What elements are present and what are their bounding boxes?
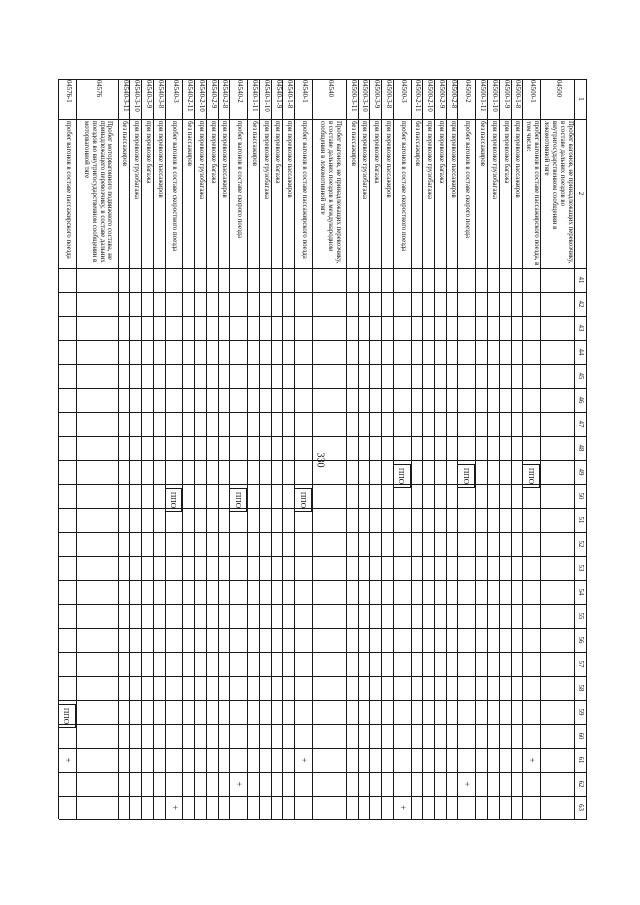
column-divider — [59, 268, 587, 269]
row-description: при перевозке грузобагажа — [426, 121, 434, 200]
row-description: при перевозке пассажиров — [514, 121, 522, 198]
row-description: при перевозке грузобагажа — [133, 121, 141, 200]
column-header: 2 — [577, 191, 585, 196]
row-description: при перевозке пассажиров — [384, 121, 392, 198]
column-header: 48 — [577, 444, 585, 452]
row-description: пробег вагонов в составе скорого поезда — [236, 121, 244, 239]
row-code: 04500-2-11 — [414, 80, 422, 112]
row-description: при перевозке багажа — [373, 121, 381, 184]
ppo-mark: ППО — [393, 464, 411, 488]
row-description: пробег вагонов в составе пассажирского поезда — [300, 121, 308, 259]
column-header: 44 — [577, 348, 585, 356]
plus-mark: + — [397, 804, 408, 811]
row-code: 04540-3 — [171, 80, 179, 103]
column-header: 62 — [577, 780, 585, 788]
row-code: 04500 — [555, 80, 563, 97]
column-header: 42 — [577, 300, 585, 308]
row-code: 04540-1-8 — [286, 80, 294, 109]
column-header: 50 — [577, 492, 585, 500]
row-code: 04500-1 — [529, 80, 537, 103]
ppo-mark: ППО — [165, 488, 183, 512]
plus-mark: + — [462, 781, 473, 787]
column-divider — [59, 724, 587, 725]
plus-mark: + — [169, 804, 180, 811]
column-header: 57 — [577, 660, 585, 668]
row-code: 04500-3-10 — [361, 80, 369, 112]
row-code: 04500-2-10 — [426, 80, 434, 112]
row-code: 04540-1 — [301, 80, 309, 103]
column-divider — [59, 556, 587, 557]
row-description: пробег вагонов в составе пассажирского поезда, в том числе: — [525, 121, 541, 266]
plus-mark: + — [62, 757, 73, 763]
row-code: 04576-1 — [64, 80, 72, 103]
row-code: 04540-2-11 — [186, 80, 194, 112]
column-header: 53 — [577, 564, 585, 572]
row-description: без пассажиров — [349, 121, 357, 166]
column-header: 45 — [577, 372, 585, 380]
column-divider — [59, 819, 587, 820]
column-header: 58 — [577, 684, 585, 692]
row-code: 04500-3-11 — [349, 80, 357, 112]
row-code: 04500-2-9 — [437, 80, 445, 109]
column-divider — [59, 796, 587, 797]
column-header: 54 — [577, 588, 585, 596]
column-header: 49 — [577, 468, 585, 476]
row-description: при перевозке багажа — [209, 121, 217, 184]
document-page — [57, 79, 587, 839]
row-description: при перевозке грузобагажа — [490, 121, 498, 200]
row-code: 04500-2-8 — [449, 80, 457, 109]
row-description: без пассажиров — [414, 121, 422, 166]
ppo-mark: ППО — [294, 488, 312, 512]
column-divider — [59, 652, 587, 653]
row-code: 04500-3-8 — [384, 80, 392, 109]
column-divider — [59, 340, 587, 341]
row-description: без пассажиров — [479, 121, 487, 166]
column-divider — [59, 628, 587, 629]
row-description: при перевозке багажа — [502, 121, 510, 184]
row-description: при перевозке пассажиров — [156, 121, 164, 198]
column-header: 60 — [577, 732, 585, 740]
column-divider — [59, 460, 587, 461]
row-description: при перевозке багажа — [144, 121, 152, 184]
row-description: пробег вагонов в составе скорого поезда — [464, 121, 472, 239]
column-divider — [59, 748, 587, 749]
column-divider — [59, 484, 587, 485]
column-divider — [59, 436, 587, 437]
row-code: 04540-2 — [236, 80, 244, 103]
row-description: Пробег вагонов, не принадлежащих перевозчику, в составе дальних поездов во внутригосударственном сообщении в локомотивной тяге — [543, 121, 574, 264]
column-header: 51 — [577, 516, 585, 524]
page-number: 330 — [314, 452, 326, 468]
row-description: без пассажиров — [186, 121, 194, 166]
plus-mark: + — [527, 757, 538, 763]
mileage-table — [57, 79, 587, 839]
ppo-mark: ППО — [457, 464, 475, 488]
column-divider — [59, 508, 587, 509]
column-header: 1 — [577, 97, 585, 101]
plus-mark: + — [234, 781, 245, 787]
row-code: 04540-3-8 — [156, 80, 164, 109]
row-code: 04500-3-9 — [373, 80, 381, 109]
column-header: 46 — [577, 396, 585, 404]
column-divider — [59, 676, 587, 677]
row-code: 04576 — [94, 80, 102, 97]
row-code: 04500-1-10 — [491, 80, 498, 112]
row-code: 04540 — [326, 80, 334, 97]
row-description: без пассажиров — [121, 121, 129, 166]
row-code: 04540-3-9 — [144, 80, 152, 109]
row-description: при перевозке пассажиров — [449, 121, 457, 198]
row-description: Пробег вагонов, не принадлежащих перевозчику, в составе дальних поездов в международном сообщении в локомотивной тяге — [319, 121, 342, 264]
row-description: при перевозке багажа — [274, 121, 282, 184]
row-code: 04500-1-11 — [479, 80, 487, 112]
row-description: пробег вагонов в составе пассажирского поезда — [64, 121, 72, 259]
row-description: при перевозке грузобагажа — [361, 121, 369, 200]
row-code: 04500-3 — [399, 80, 407, 103]
column-divider — [59, 604, 587, 605]
ppo-mark: ППО — [229, 488, 247, 512]
row-description: при перевозке багажа — [437, 121, 445, 184]
row-code: 04540-1-11 — [251, 80, 259, 112]
row-code: 04540-1-10 — [262, 80, 270, 112]
row-description: при перевозке пассажиров — [286, 121, 294, 198]
column-header: 56 — [577, 636, 585, 644]
column-divider — [59, 388, 587, 389]
column-divider — [59, 700, 587, 701]
row-code: 04500-2 — [464, 80, 472, 103]
row-code: 04540-2-10 — [198, 80, 206, 112]
column-divider — [59, 580, 587, 581]
row-code: 04540-1-9 — [274, 80, 282, 109]
column-header: 59 — [577, 708, 585, 716]
column-header: 52 — [577, 540, 585, 548]
row-description: при перевозке грузобагажа — [197, 121, 205, 200]
row-description: пробег вагонов в составе скоростного поезда — [171, 121, 179, 252]
column-divider — [59, 532, 587, 533]
column-header: 43 — [577, 324, 585, 332]
row-code: 04540-2-8 — [221, 80, 229, 109]
column-divider — [59, 316, 587, 317]
ppo-mark: ППО — [58, 704, 76, 728]
row-description: при перевозке пассажиров — [221, 121, 229, 198]
column-divider — [59, 364, 587, 365]
column-header: 41 — [577, 276, 585, 284]
column-header: 63 — [577, 804, 585, 811]
column-header: 47 — [577, 420, 585, 428]
row-description: Пробег моторвагонного подвижного состава, не принадлежащего перевозчику, в составе дальних поездов во внутригосударственном сообщении в моторвагонной тяге — [83, 121, 114, 263]
row-code: 04500-1-9 — [502, 80, 510, 109]
row-description: при перевозке грузобагажа — [262, 121, 270, 200]
plus-mark: + — [299, 757, 310, 763]
row-description: без пассажиров — [251, 121, 259, 166]
column-header: 55 — [577, 612, 585, 620]
ppo-mark: ППО — [522, 464, 540, 488]
column-divider — [59, 772, 587, 773]
column-header: 61 — [577, 756, 585, 764]
column-divider — [59, 412, 587, 413]
row-code: 04540-3-11 — [121, 80, 129, 112]
column-divider — [59, 292, 587, 293]
row-code: 04500-1-8 — [514, 80, 522, 109]
row-description: пробег вагонов в составе скоростного поезда — [399, 121, 407, 252]
row-code: 04540-3-10 — [133, 80, 141, 112]
row-code: 04540-2-9 — [209, 80, 217, 109]
